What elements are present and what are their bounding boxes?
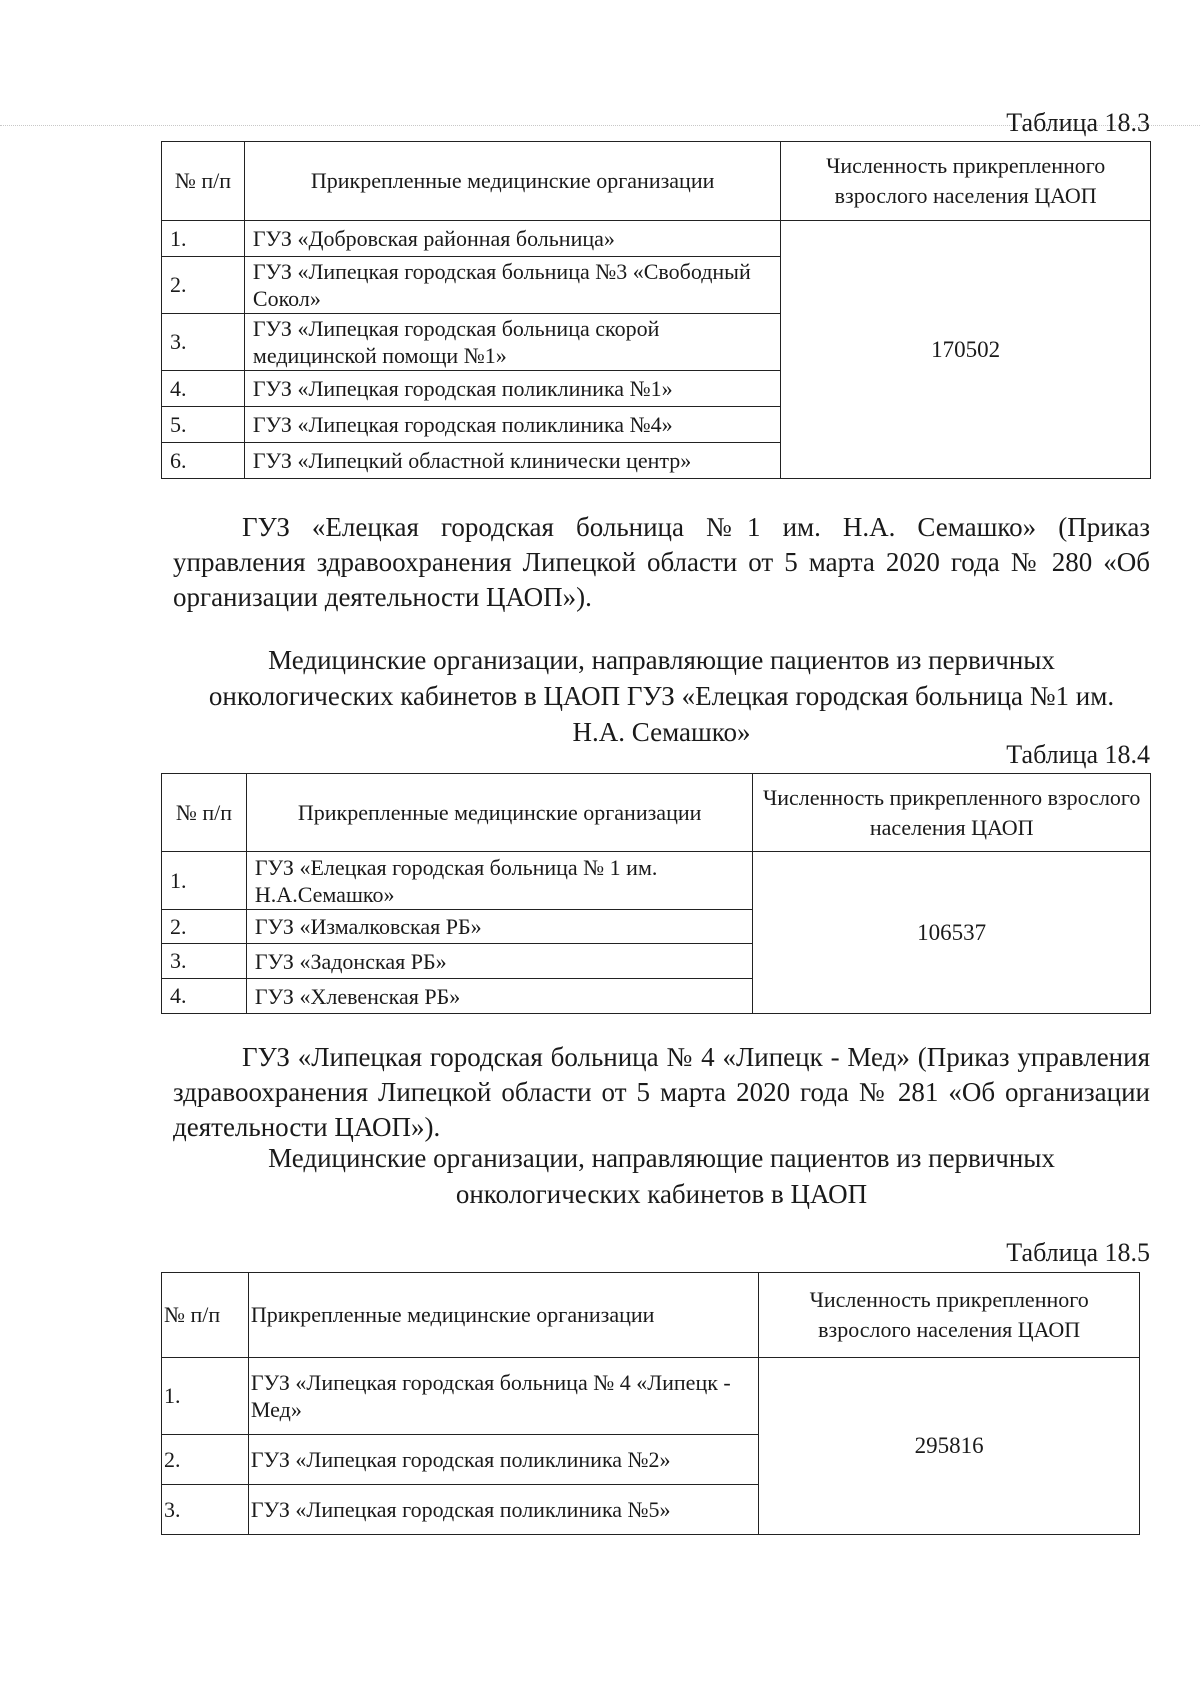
row-number: 2. [162,1435,249,1485]
row-number: 2. [162,257,245,314]
table-18-3-caption: Таблица 18.3 [1006,108,1150,137]
header-population: Численность прикрепленного взрослого населения ЦАОП [781,142,1151,221]
table-row [162,852,1151,910]
row-organization: ГУЗ «Измалковская РБ» [246,910,752,944]
header-organizations: Прикрепленные медицинские организации [244,142,780,221]
row-number: 1. [162,1358,249,1435]
table-18-4 [161,773,1151,1014]
row-number: 4. [162,979,247,1014]
row-organization: ГУЗ «Задонская РБ» [246,944,752,979]
row-number: 1. [162,221,245,257]
section-heading-lipetsk [173,1140,1150,1212]
heading-line: Н.А. Семашко» [572,717,751,747]
header-organizations: Прикрепленные медицинские организации [248,1273,758,1358]
row-number: 2. [162,910,247,944]
table-row [162,1358,1140,1435]
heading-line: онкологических кабинетов в ЦАОП [455,1179,868,1209]
header-number: № п/п [162,1273,249,1358]
row-organization: ГУЗ «Хлевенская РБ» [246,979,752,1014]
table-18-5-caption: Таблица 18.5 [1006,1238,1150,1267]
table-18-4-caption: Таблица 18.4 [1006,740,1150,769]
row-number: 3. [162,1485,249,1535]
table-header-row [162,1273,1140,1358]
table-18-3 [161,141,1151,479]
heading-line: Медицинские организации, направляющие пациентов из первичных [268,645,1055,675]
row-number: 4. [162,371,245,407]
table-18-5 [161,1272,1140,1535]
population-value: 170502 [781,221,1151,479]
row-organization: ГУЗ «Липецкая городская больница скорой медицинской помощи №1» [244,314,780,371]
row-organization: ГУЗ «Липецкая городская больница № 4 «Липецк - Мед» [248,1358,758,1435]
row-organization: ГУЗ «Липецкая городская поликлиника №5» [248,1485,758,1535]
header-population: Численность прикрепленного взрослого населения ЦАОП [753,774,1151,852]
row-organization: ГУЗ «Добровская районная больница» [244,221,780,257]
row-organization: ГУЗ «Липецкая городская поликлиника №4» [244,407,780,443]
row-organization: ГУЗ «Липецкий областной клинически центр» [244,443,780,479]
header-number: № п/п [162,142,245,221]
row-organization: ГУЗ «Липецкая городская больница №3 «Свободный Сокол» [244,257,780,314]
row-number: 6. [162,443,245,479]
heading-line: онкологических кабинетов в ЦАОП ГУЗ «Елецкая городская больница №1 им. [208,681,1115,711]
row-number: 5. [162,407,245,443]
row-number: 1. [162,852,247,910]
row-number: 3. [162,314,245,371]
header-number: № п/п [162,774,247,852]
population-value: 106537 [753,852,1151,1014]
section-heading-eletsk [173,642,1150,750]
paragraph-eletsk-order: ГУЗ «Елецкая городская больница №1 им. Н.А. Семашко» (Приказ управления здравоохранения Липецкой области от 5 марта 2020 года № 280 «Об организации деятельности ЦАОП»). [173,512,1150,612]
row-organization: ГУЗ «Липецкая городская поликлиника №1» [244,371,780,407]
header-population: Численность прикрепленного взрослого населения ЦАОП [759,1273,1140,1358]
row-organization: ГУЗ «Елецкая городская больница № 1 им. Н.А.Семашко» [246,852,752,910]
heading-line: Медицинские организации, направляющие пациентов из первичных [268,1143,1055,1173]
table-header-row [162,142,1151,221]
paragraph-lipetsk-order: ГУЗ «Липецкая городская больница № 4 «Липецк - Мед» (Приказ управления здравоохранения Липецкой области от 5 марта 2020 года № 281 «Об организации деятельности ЦАОП»). [173,1042,1150,1142]
header-organizations: Прикрепленные медицинские организации [246,774,752,852]
population-value: 295816 [759,1358,1140,1535]
row-organization: ГУЗ «Липецкая городская поликлиника №2» [248,1435,758,1485]
table-row [162,221,1151,257]
row-number: 3. [162,944,247,979]
table-header-row [162,774,1151,852]
